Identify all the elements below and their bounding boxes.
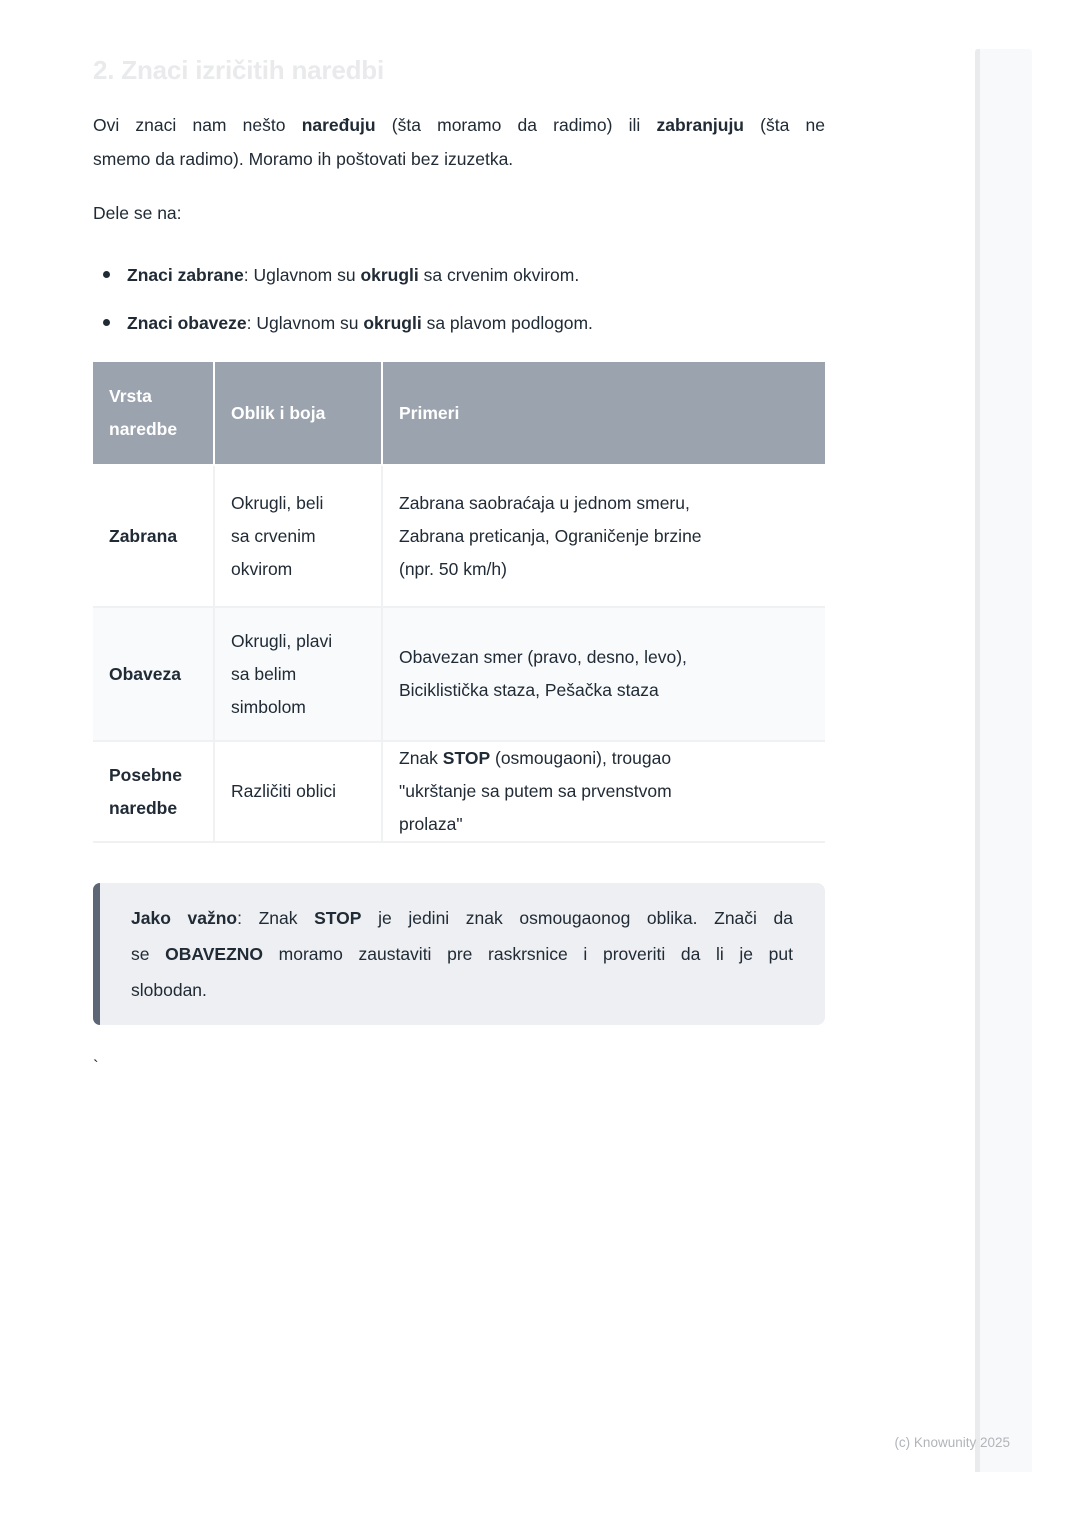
text-run: : Uglavnom su: [246, 313, 364, 333]
bullet-icon: [103, 319, 110, 326]
text-run: moramo zaustaviti pre raskrsnice i proveriti da li je put: [263, 944, 793, 964]
bold-run: naređuju: [301, 115, 376, 135]
sign-types-list: [93, 258, 825, 340]
bold-run: Jako važno: [131, 908, 238, 928]
commands-table: [93, 362, 825, 843]
cell-examples: Zabrana saobraćaja u jednom smeru, Zabrana preticanja, Ograničenje brzine (npr. 50 km/h): [383, 466, 825, 608]
column-header-vrsta-naredbe: Vrsta naredbe: [93, 362, 215, 466]
table-row: [93, 608, 825, 742]
text-run: (šta moramo da radimo) ili: [375, 115, 657, 135]
cell-shape: Okrugli, beli sa crvenim okvirom: [215, 466, 383, 608]
intro-line-1: [93, 108, 825, 142]
cell-examples: [383, 742, 825, 843]
stray-backtick: `: [93, 1057, 99, 1076]
bold-run: STOP: [314, 908, 362, 928]
table-header-row: [93, 362, 825, 466]
text-run: sa crvenim okvirom.: [418, 265, 580, 285]
callout-line-1: [131, 900, 793, 936]
callout-line-2: [131, 936, 793, 972]
column-header-primeri: Primeri: [383, 362, 825, 466]
bold-run: OBAVEZNO: [165, 944, 264, 964]
text-run: : Znak: [237, 908, 315, 928]
table-row: [93, 742, 825, 843]
cell-shape: Različiti oblici: [215, 742, 383, 843]
text-run: je jedini znak osmougaonog oblika. Znači da: [361, 908, 793, 928]
bullet-icon: [103, 271, 110, 278]
bold-run: Znaci obaveze: [127, 313, 247, 333]
cell-type: Posebne naredbe: [93, 742, 215, 843]
cell-type: Zabrana: [93, 466, 215, 608]
subheading: Dele se na:: [93, 203, 182, 223]
list-item-zabrana: [93, 258, 825, 292]
list-item-obaveza: [93, 306, 825, 340]
intro-line-2: smemo da radimo). Moramo ih poštovati bez izuzetka.: [93, 149, 514, 169]
text-run: : Uglavnom su: [243, 265, 361, 285]
document-content: [93, 0, 825, 1077]
column-header-oblik-i-boja: Oblik i boja: [215, 362, 383, 466]
cell-type: Obaveza: [93, 608, 215, 742]
adjacent-page-edge: [975, 49, 1032, 1472]
text-run: Ovi znaci nam nešto: [93, 115, 302, 135]
text-run: (osmougaoni), trougao "ukrštanje sa putem sa prvenstvom prolaza": [399, 748, 672, 834]
important-note-callout: [93, 883, 825, 1025]
bold-run: okrugli: [360, 265, 419, 285]
bold-run: zabranjuju: [656, 115, 744, 135]
text-run: sa plavom podlogom.: [421, 313, 593, 333]
callout-accent-bar: [93, 883, 100, 1025]
bold-run: Znaci zabrane: [127, 265, 244, 285]
bold-run: STOP: [442, 748, 491, 768]
intro-paragraph: [93, 108, 825, 176]
copyright-footer: (c) Knowunity 2025: [894, 1435, 1010, 1450]
cell-shape: Okrugli, plavi sa belim simbolom: [215, 608, 383, 742]
section-title: 2. Znaci izričitih naredbi: [93, 55, 384, 85]
text-run: Znak: [399, 748, 443, 768]
text-run: se: [131, 944, 166, 964]
bold-run: okrugli: [363, 313, 422, 333]
cell-examples: Obavezan smer (pravo, desno, levo), Biciklistička staza, Pešačka staza: [383, 608, 825, 742]
text-run: (šta ne: [744, 115, 825, 135]
table-row: [93, 466, 825, 608]
callout-line-3: slobodan.: [131, 980, 207, 1000]
